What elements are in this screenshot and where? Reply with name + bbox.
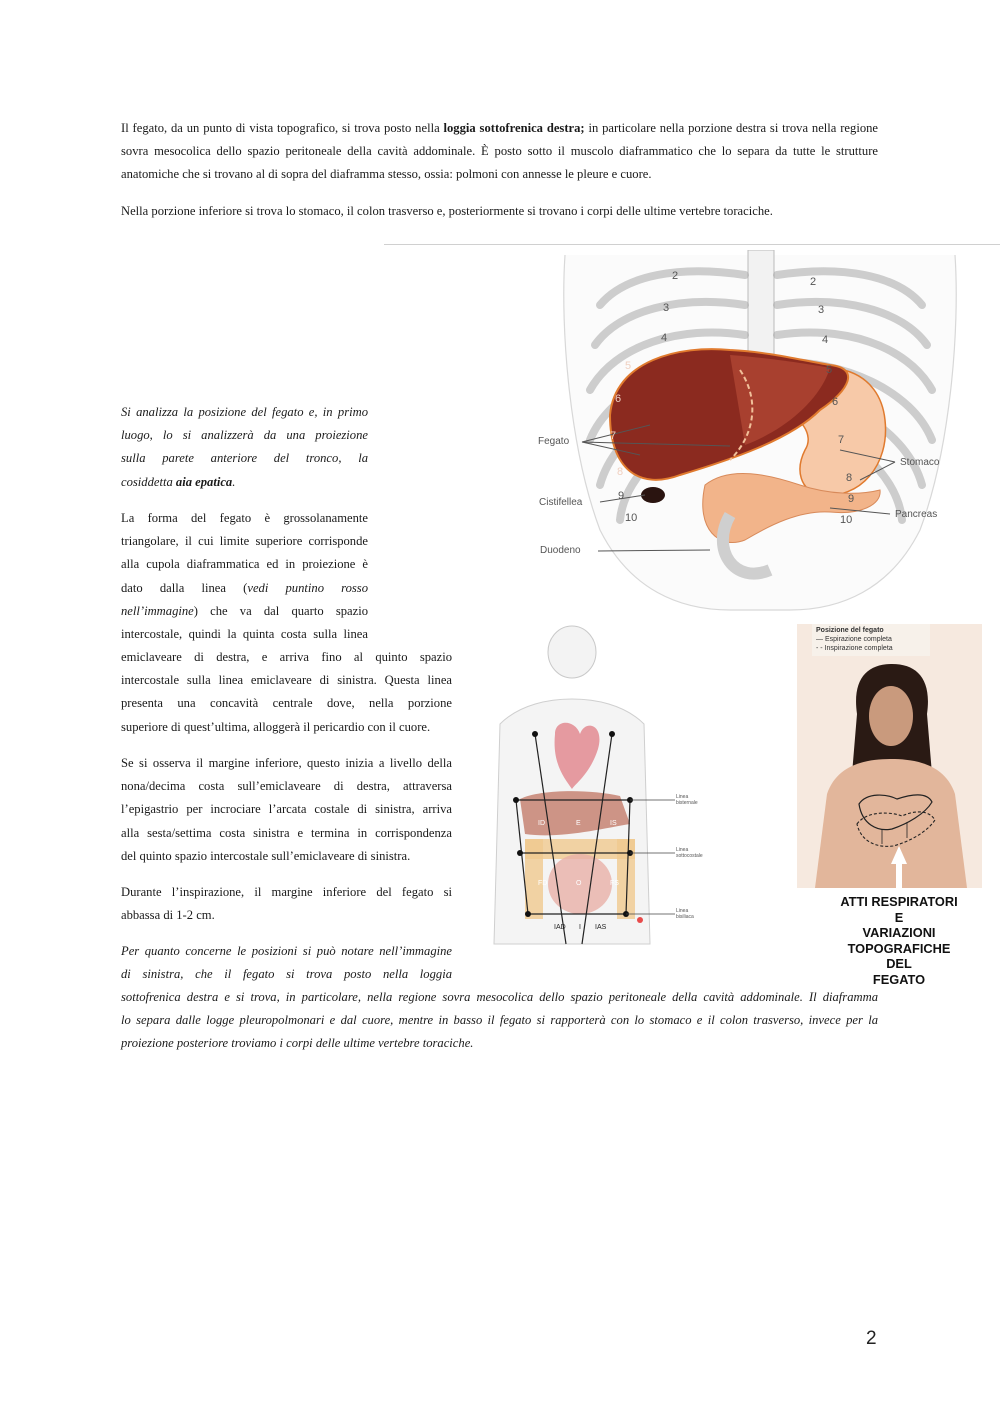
shape-paragraph: [121, 507, 368, 646]
text-line: proiezione posteriore troviamo i corpi delle ultime vertebre toraciche.: [121, 1036, 474, 1051]
region-label: IS: [610, 820, 617, 827]
horizontal-rule: [384, 244, 1000, 245]
legend-item-label: Espirazione completa: [824, 636, 892, 643]
rib-number: 5: [625, 360, 632, 372]
rib-number: 7: [838, 434, 845, 446]
text-line: alla sesta/settima costa sinistra e termina in corrispondenza: [121, 825, 452, 840]
region-label: FS: [610, 880, 619, 887]
text-line: triangolare, il cui limite superiore corrisponde: [121, 534, 368, 549]
person-illustration: [797, 624, 982, 888]
italic-note: vedi puntino rosso: [247, 580, 368, 595]
text-span: ) che va dal quarto spazio: [193, 603, 368, 618]
intro-bold-term: loggia sottofrenica destra;: [443, 121, 585, 135]
abdominal-regions-figure: [480, 624, 703, 965]
text-line: superiore di quest’ultima, alloggerà il pericardio con il cuore.: [121, 719, 431, 734]
text-line: Per quanto concerne le posizioni si può notare nell’immagine: [121, 944, 452, 958]
text-line: presenta una concavità centrale dove, nella porzione: [121, 696, 452, 711]
rib-number: 6: [615, 393, 622, 405]
legend-item-expiration: — Espirazione completa: [816, 636, 892, 643]
ribcage-illustration: [530, 250, 992, 612]
aia-epatica-term: aia epatica: [175, 474, 233, 489]
breathing-figure: [797, 624, 982, 888]
text-line: Durante l’inspirazione, il margine inferiore del fegato si: [121, 885, 452, 899]
label-stomaco: Stomaco: [900, 457, 940, 468]
breathing-legend: [812, 624, 930, 656]
text-line: Se si osserva il margine inferiore, questo inizia a livello della: [121, 756, 452, 770]
caption-line: ATTI RESPIRATORI: [840, 894, 958, 909]
text-line: Si analizza la posizione del fegato e, in primo: [121, 405, 368, 419]
positions-paragraph-continued: [121, 986, 878, 1056]
rib-number: 3: [663, 302, 670, 314]
text-line: sulla parete anteriore del tronco, la: [121, 451, 368, 466]
region-label: IAD: [554, 924, 566, 931]
lower-margin-paragraph: [121, 752, 452, 868]
shape-paragraph-continued: [121, 646, 452, 739]
text-line: intercostale sulla linea emiclaveare di sinistra. Questa linea: [121, 673, 452, 688]
region-label: ID: [538, 820, 545, 827]
aia-epatica-paragraph: [121, 401, 368, 494]
region-label: E: [576, 820, 581, 827]
label-cistifellea: Cistifellea: [539, 497, 583, 508]
region-label: IAS: [595, 924, 607, 931]
text-line: [121, 600, 368, 623]
caption-line: E: [894, 909, 904, 925]
text-line: [121, 471, 368, 494]
rib-number: 4: [661, 332, 668, 344]
rib-number: 9: [848, 493, 855, 505]
text-line: La forma del fegato è grossolanamente: [121, 511, 368, 525]
liver-ribcage-figure: [530, 250, 992, 612]
aia-text-end: .: [232, 474, 236, 489]
rib-number: 10: [840, 514, 853, 526]
region-label: O: [576, 880, 582, 887]
line-label: Linea sottocostale: [676, 847, 703, 859]
region-label: I: [579, 924, 581, 931]
text-line: alla cupola diaframmatica ed in proiezione è: [121, 557, 368, 572]
legend-item-inspiration: - - Inspirazione completa: [816, 645, 893, 652]
text-span: dato dalla linea (: [121, 580, 248, 595]
legend-item-label: Inspirazione completa: [824, 645, 893, 652]
line-label: Linea bisiliaca: [676, 908, 694, 920]
rib-number: 7: [610, 430, 617, 442]
rib-number: 9: [618, 490, 625, 502]
inspiration-paragraph: [121, 881, 452, 927]
rib-number: 10: [625, 512, 638, 524]
text-line: luogo, lo si analizzerà da una proiezione: [121, 428, 368, 443]
intro-paragraph: [121, 117, 878, 187]
italic-note: nell’immagine: [121, 603, 194, 618]
lower-relations-paragraph: [121, 200, 878, 223]
rib-number: 8: [617, 466, 624, 478]
page-number: 2: [866, 1328, 877, 1349]
text-line: abbassa di 1-2 cm.: [121, 908, 215, 923]
line-label: Linea bisternale: [676, 794, 698, 806]
caption-line: FEGATO: [872, 971, 926, 987]
label-fegato: Fegato: [538, 436, 570, 447]
rib-number: 8: [846, 472, 853, 484]
rib-number: 3: [818, 304, 825, 316]
text-line: di sinistra, che il fegato si trova posto nella loggia: [121, 967, 452, 982]
regions-illustration: [480, 624, 703, 965]
label-pancreas: Pancreas: [895, 509, 938, 520]
caption-line: TOPOGRAFICHE: [847, 940, 951, 956]
intro-text-b: in particolare nella porzione destra si trova nella regione sovra mesocolica dello spazio peritoneale della cavità addominale. È posto sotto il muscolo diaframmatico che lo separa da tutte le strutture anatomiche che si trovano al di sopra del diaframma stesso, ossia: polmoni con annesse le pleure e cuore.: [121, 121, 879, 182]
text-line: lo separa dalle logge pleuropolmonari e dal cuore, mentre in basso il fegato si rapporterà con lo stomaco e il colon trasverso, invece per la: [121, 1013, 878, 1028]
figure-caption: [808, 894, 990, 987]
rib-number: 4: [822, 334, 829, 346]
caption-line: DEL: [886, 956, 912, 971]
text-line: nona/decima costa sull’emiclaveare di destra, attraversa: [121, 779, 452, 794]
positions-paragraph: [121, 940, 452, 986]
rib-number: 2: [672, 270, 679, 282]
aia-text: cosiddetta: [121, 474, 176, 489]
lower-relations-text: Nella porzione inferiore si trova lo stomaco, il colon trasverso e, posteriormente si trovano i corpi delle ultime vertebre toraciche.: [121, 204, 773, 218]
caption-line: VARIAZIONI: [862, 925, 936, 940]
label-duodeno: Duodeno: [540, 545, 581, 556]
text-line: l’epigastrio per incrociare l’arcata costale di sinistra, arriva: [121, 802, 452, 817]
rib-number: 2: [810, 276, 817, 288]
text-line: [121, 577, 368, 600]
rib-number: 6: [832, 396, 839, 408]
text-line: sottofrenica destra e si trova, in particolare, nella regione sovra mesocolica dello spazio peritoneale della cavità addominale. Il diaframma: [121, 990, 878, 1004]
intro-text-a: Il fegato, da un punto di vista topografico, si trova posto nella: [121, 121, 444, 135]
region-label: FD: [538, 880, 548, 887]
rib-number: 5: [826, 364, 833, 376]
text-line: del quinto spazio intercostale sull’emiclaveare di sinistra.: [121, 848, 411, 863]
legend-title: Posizione del fegato: [816, 627, 884, 634]
text-line: intercostale, quindi la quinta costa sulla linea: [121, 627, 368, 642]
text-line: emiclaveare di destra, e arriva fino al quinto spazio: [121, 650, 452, 664]
